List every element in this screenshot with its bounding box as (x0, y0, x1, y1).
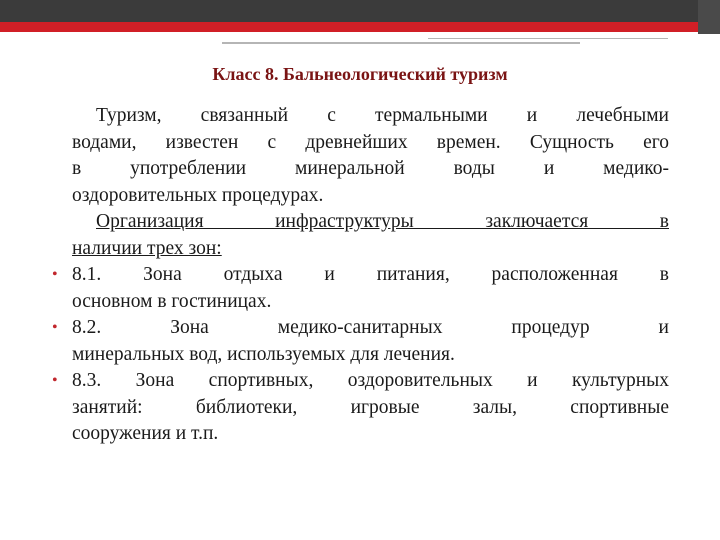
text-line-underlined: Организация инфраструктуры заключается в (96, 211, 669, 232)
slide-body (52, 103, 669, 448)
paragraph-organization-end (72, 236, 669, 263)
header-dark-band (0, 0, 720, 22)
header-corner-block (698, 0, 720, 34)
paragraph-intro-cont (72, 156, 669, 183)
bullet-item-8-2-cont (72, 342, 669, 369)
text-line: в употреблении минеральной воды и медико- (72, 158, 669, 179)
bullet-item-8-3 (52, 368, 669, 395)
text-line: водами, известен с древнейших времен. Сущность его (72, 131, 669, 153)
text-line: 8.3. Зона спортивных, оздоровительных и культурных (72, 370, 669, 391)
slide-title: Класс 8. Бальнеологический туризм (212, 64, 508, 84)
paragraph-organization (72, 209, 669, 236)
bullet-dot-icon: • (52, 372, 58, 389)
bullet-item-8-1-cont (72, 289, 669, 316)
text-line-underlined: наличии трех зон: (72, 237, 222, 259)
text-line: минеральных вод, используемых для лечения. (72, 343, 455, 365)
title-decor-line (222, 42, 580, 44)
paragraph-intro-cont (72, 130, 669, 157)
bullet-dot-icon: • (52, 319, 58, 336)
bullet-item-8-2 (52, 315, 669, 342)
text-line: 8.1. Зона отдыха и питания, расположенная в (72, 264, 669, 285)
paragraph-intro-end (72, 183, 669, 210)
header-red-band (0, 22, 720, 32)
bullet-item-8-3-end (72, 421, 669, 448)
title-decor-line-thin (428, 38, 668, 39)
bullet-dot-icon: • (52, 266, 58, 283)
text-line: 8.2. Зона медико-санитарных процедур и (72, 317, 669, 338)
text-line: основном в гостиницах. (72, 290, 272, 312)
text-line: занятий: библиотеки, игровые залы, спортивные (72, 396, 669, 418)
text-line: сооружения и т.п. (72, 423, 219, 444)
text-line: оздоровительных процедурах. (72, 184, 324, 206)
bullet-item-8-3-cont (72, 395, 669, 422)
bullet-item-8-1 (52, 262, 669, 289)
text-line: Туризм, связанный с термальными и лечебными (96, 105, 669, 126)
paragraph-intro (72, 103, 669, 130)
